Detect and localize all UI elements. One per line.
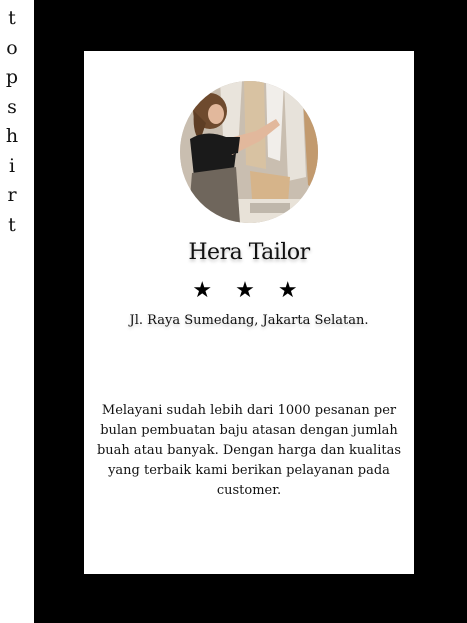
side-brand [0, 0, 34, 623]
main-stage [34, 0, 467, 623]
brand-letter: i [8, 154, 16, 177]
tailor-name: Hera Tailor [188, 240, 310, 265]
tailor-address: Jl. Raya Sumedang, Jakarta Selatan. [129, 313, 369, 328]
brand-letter: t [8, 7, 16, 29]
brand-letter: o [6, 36, 18, 59]
brand-letters [0, 4, 24, 240]
brand-letter: t [8, 213, 16, 236]
tailor-avatar [180, 81, 318, 223]
tailor-description: Melayani sudah lebih dari 1000 pesanan per bulan pembuatan baju atasan dengan jumlah buah atau banyak. Dengan harga dan kualitas yang terbaik kami berikan pelayanan pada customer. [96, 403, 401, 498]
brand-letter: s [7, 95, 17, 118]
brand-letter: r [7, 184, 17, 206]
rating-stars: ★ ★ ★ [192, 278, 306, 303]
tailor-card[interactable] [84, 51, 414, 574]
tailor-photo [180, 81, 318, 223]
brand-letter: h [5, 125, 19, 147]
brand-letter: p [5, 66, 19, 88]
